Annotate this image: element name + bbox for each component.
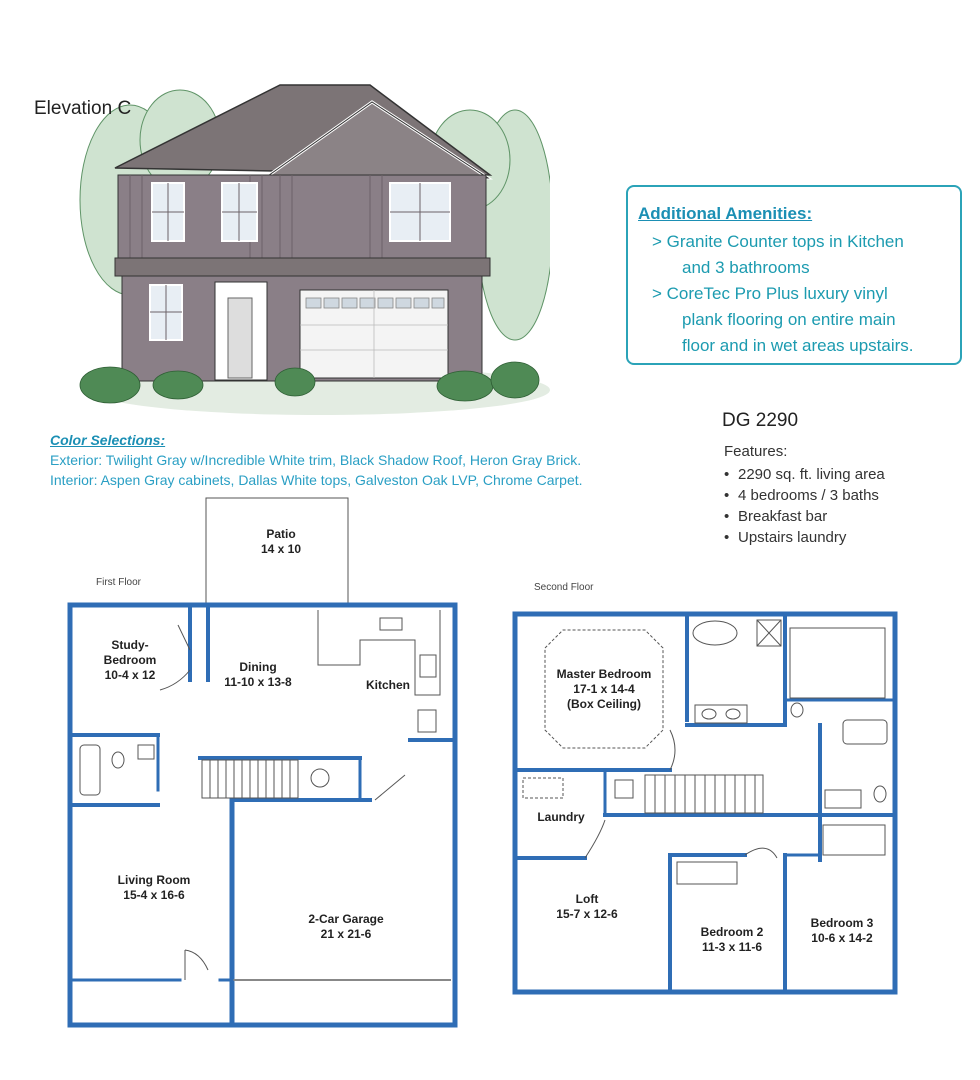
interior-colors: Interior: Aspen Gray cabinets, Dallas White tops, Galveston Oak LVP, Chrome Carpet.	[50, 472, 583, 488]
amenities-title: Additional Amenities:	[638, 204, 813, 223]
room-patio: Patio 14 x 10	[260, 527, 302, 556]
room-kitchen: Kitchen	[365, 678, 411, 692]
color-selections	[50, 430, 583, 490]
first-floor-plan	[60, 490, 460, 1035]
room-laundry: Laundry	[537, 810, 585, 824]
room-bedroom-2: Bedroom 2 11-3 x 11-6	[700, 925, 764, 954]
room-garage: 2-Car Garage 21 x 21-6	[308, 912, 384, 941]
room-study-bedroom: Study- Bedroom 10-4 x 12	[103, 638, 157, 682]
model-name: DG 2290	[722, 410, 799, 431]
amenity-line: > Granite Counter tops in Kitchen	[652, 232, 904, 251]
amenity-line: floor and in wet areas upstairs.	[682, 336, 914, 355]
amenities-box	[626, 185, 962, 365]
features-title: Features:	[724, 443, 788, 460]
room-living: Living Room 15-4 x 16-6	[117, 873, 191, 902]
second-floor-label: Second Floor	[534, 582, 594, 593]
first-floor-label: First Floor	[96, 577, 141, 588]
elevation-label: Elevation C	[34, 98, 132, 119]
room-dining: Dining 11-10 x 13-8	[224, 660, 292, 689]
amenity-line: > CoreTec Pro Plus luxury vinyl	[652, 284, 888, 303]
feature-item: • 2290 sq. ft. living area	[724, 466, 885, 483]
room-master-bedroom: Master Bedroom 17-1 x 14-4 (Box Ceiling)	[556, 667, 652, 711]
amenity-line: and 3 bathrooms	[682, 258, 810, 277]
color-selections-title: Color Selections:	[50, 432, 166, 448]
amenity-line: plank flooring on entire main	[682, 310, 896, 329]
feature-item: • Breakfast bar	[724, 508, 828, 525]
feature-item: • Upstairs laundry	[724, 529, 847, 546]
house-elevation-drawing	[70, 50, 550, 420]
room-bedroom-3: Bedroom 3 10-6 x 14-2	[810, 916, 874, 945]
exterior-colors: Exterior: Twilight Gray w/Incredible White trim, Black Shadow Roof, Heron Gray Brick.	[50, 452, 582, 468]
room-loft: Loft 15-7 x 12-6	[556, 892, 618, 921]
feature-item: • 4 bedrooms / 3 baths	[724, 487, 879, 504]
